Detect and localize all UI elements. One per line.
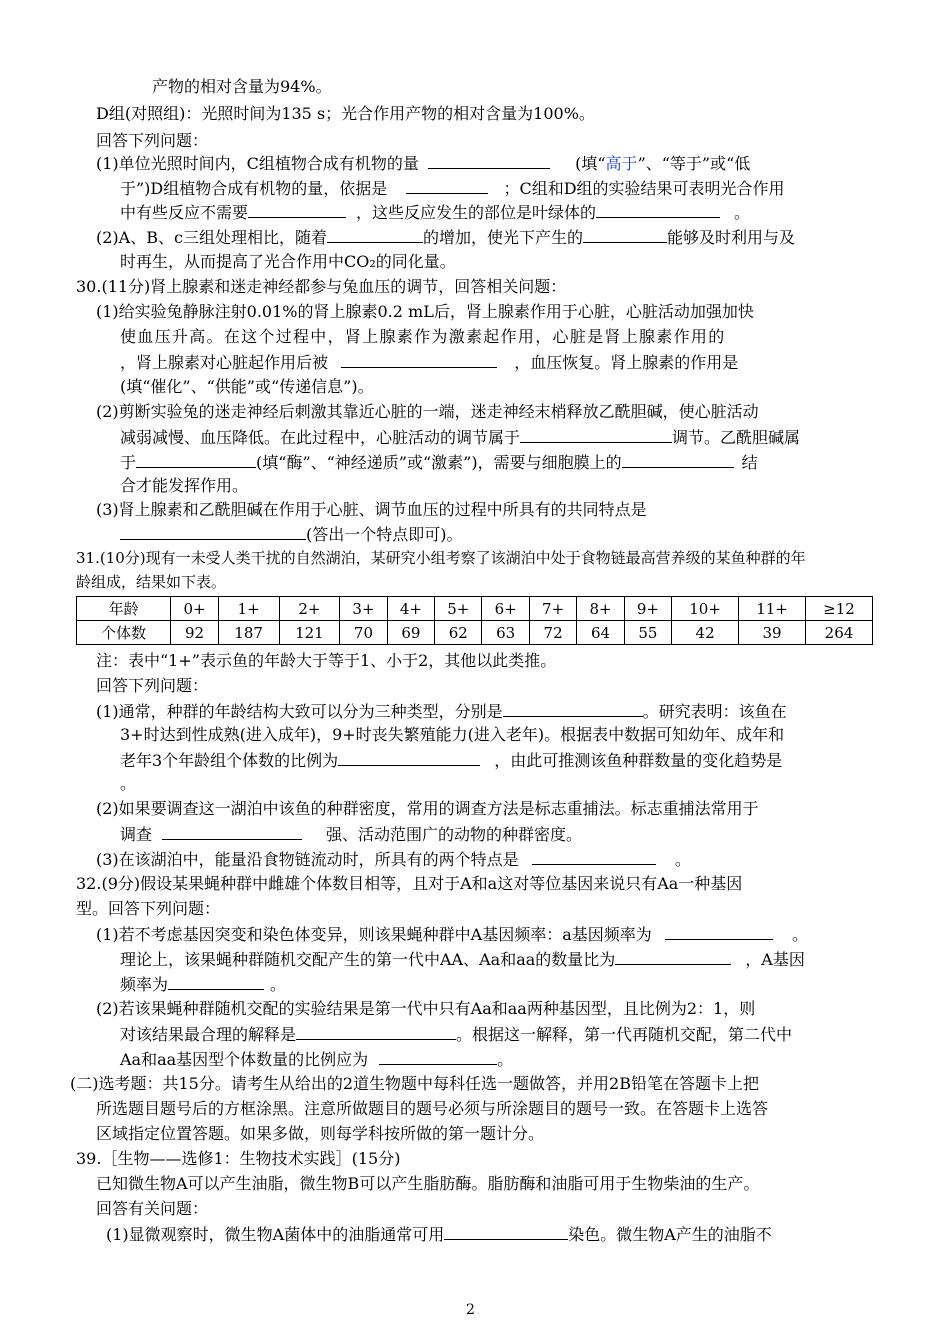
- table-cell: 9+: [624, 597, 671, 621]
- text-line: [120, 1048, 513, 1071]
- table-cell: 187: [218, 621, 279, 645]
- text-line: [120, 451, 758, 474]
- table-cell: 10+: [672, 597, 739, 621]
- text-segment: 。: [497, 1050, 514, 1069]
- answer-blank: [444, 1223, 568, 1240]
- text-line: 3+时达到性成熟(进入成年)，9+时丧失繁殖能力(进入老年)。根据表中数据可知幼年、成年和: [120, 725, 785, 744]
- text-segment: 强、活动范围广的动物的种群密度。: [326, 825, 583, 844]
- text-segment: 。: [270, 975, 287, 994]
- text-segment: ，血压恢复。肾上腺素的作用是: [514, 353, 739, 372]
- text-segment: ，A基因: [745, 950, 805, 969]
- text-segment: (答出一个特点即可)。: [306, 525, 463, 544]
- table-cell: 2+: [279, 597, 340, 621]
- table-row: [77, 621, 873, 645]
- table-cell: 72: [529, 621, 576, 645]
- table-cell: 55: [624, 621, 671, 645]
- question-29-1-line: [96, 152, 750, 175]
- answer-blank: [428, 152, 550, 169]
- text-segment: Aa和aa基因型个体数量的比例应为: [120, 1050, 369, 1069]
- text-line: (1)给实验兔静脉注射0.01%的肾上腺素0.2 mL后，肾上腺素作用于心脏，心脏活动加强加快: [96, 302, 754, 321]
- page-number: 2: [466, 1302, 475, 1318]
- answer-blank: [520, 426, 672, 443]
- question-39-title: 39.［生物——选修1：生物技术实践］(15分): [76, 1149, 401, 1168]
- text-segment: (1)若不考虑基因突变和染色体变异，则该果蝇种群中A基因频率：a基因频率为: [96, 925, 652, 944]
- text-segment: 于”)D组植物合成有机物的量，依据是: [120, 179, 388, 198]
- text-line: 所选题目题号后的方框涂黑。注意所做题目的题号必须与所涂题目的题号一致。在答题卡上选答: [96, 1099, 769, 1118]
- answer-blank: [583, 226, 667, 243]
- text-line: 型。回答下列问题：: [76, 899, 221, 918]
- table-cell: 42: [672, 621, 739, 645]
- text-segment: 。研究表明：该鱼在: [642, 702, 787, 721]
- answer-blank: [338, 749, 480, 766]
- answer-blank: [622, 451, 734, 468]
- text-line: 区域指定位置答题。如果多做，则每学科按所做的第一题计分。: [96, 1124, 545, 1143]
- text-line: (2)若该果蝇种群随机交配的实验结果是第一代中只有Aa和aa两种基因型，且比例为2：1，则: [96, 999, 756, 1018]
- answer-blank: [503, 700, 643, 717]
- question-30-title: 30.(11分)肾上腺素和迷走神经都参与兔血压的调节，回答相关问题：: [76, 277, 567, 296]
- table-cell: 63: [482, 621, 529, 645]
- text-segment: 理论上，该果蝇种群随机交配产生的第一代中AA、Aa和aa的数量比为: [120, 950, 616, 969]
- text-segment: 的增加，使光下产生的: [422, 228, 583, 247]
- table-cell: 3+: [340, 597, 387, 621]
- answer-blank: [162, 823, 302, 840]
- answer-blank: [665, 923, 773, 940]
- text-segment: ；C组和D组的实验结果可表明光合作用: [503, 179, 785, 198]
- text-segment: ，肾上腺素对心脏起作用后被: [120, 353, 329, 372]
- text-segment: 老年3个年龄组个体数的比例为: [120, 751, 339, 770]
- text-line: [120, 973, 286, 996]
- text-line: 回答下列问题：: [96, 131, 209, 150]
- text-segment: 。: [674, 850, 691, 869]
- text-line: 。: [120, 774, 137, 793]
- text-line: [120, 351, 738, 374]
- answer-blank: [120, 523, 306, 540]
- table-cell: 4+: [387, 597, 434, 621]
- text-line: D组(对照组)：光照时间为135 s；光合作用产物的相对含量为100%。: [96, 104, 595, 123]
- text-segment: 能够及时利用与及: [666, 228, 795, 247]
- table-cell: 年龄: [77, 597, 171, 621]
- text-segment: ”、“等于”或“低: [637, 154, 751, 173]
- text-segment: 中有些反应不需要: [120, 203, 249, 222]
- answer-blank: [168, 973, 264, 990]
- table-cell: 个体数: [77, 621, 171, 645]
- text-segment: 结: [741, 453, 758, 472]
- text-segment: 染色。微生物A产生的油脂不: [568, 1225, 772, 1244]
- section-heading: (二)选考题：共15分。请考生从给出的2道生物题中每科任选一题做答，并用2B铅笔在答题卡上把: [70, 1074, 759, 1093]
- table-cell: 8+: [577, 597, 624, 621]
- text-line: [96, 923, 808, 946]
- text-segment: 调查: [120, 825, 153, 844]
- answer-blank: [248, 201, 346, 218]
- table-cell: 64: [577, 621, 624, 645]
- text-segment: 减弱减慢、血压降低。在此过程中，心脏活动的调节属于: [120, 428, 521, 447]
- text-line: (3)肾上腺素和乙酰胆碱在作用于心脏、调节血压的过程中所具有的共同特点是: [96, 500, 647, 519]
- table-cell: 70: [340, 621, 387, 645]
- answer-blank: [296, 1023, 456, 1040]
- text-line: [120, 749, 782, 772]
- table-cell: 0+: [171, 597, 218, 621]
- age-structure-table: [76, 596, 873, 645]
- text-line: [120, 948, 805, 971]
- table-row: [77, 597, 873, 621]
- text-line: 产物的相对含量为94%。: [152, 77, 332, 96]
- text-line: 合才能发挥作用。: [120, 476, 249, 495]
- question-31-title: 31.(10分)现有一未受人类干扰的自然湖泊，某研究小组考察了该湖泊中处于食物链最高营养级的某鱼种群的年: [76, 549, 806, 567]
- table-cell: 92: [171, 621, 218, 645]
- text-segment: (3)在该湖泊中，能量沿食物链流动时，所具有的两个特点是: [96, 850, 519, 869]
- text-line: 已知微生物A可以产生油脂，微生物B可以产生脂肪酶。脂肪酶和油脂可用于生物柴油的生产。: [96, 1174, 760, 1193]
- text-line: [120, 426, 800, 449]
- text-segment: 。根据这一解释，第一代再随机交配，第二代中: [456, 1025, 793, 1044]
- text-line: 回答下列问题：: [96, 676, 209, 695]
- text-segment: (2)A、B、c三组处理相比，随着: [96, 228, 327, 247]
- text-segment: ，由此可推测该鱼种群数量的变化趋势是: [494, 751, 783, 770]
- answer-blank: [327, 226, 423, 243]
- text-segment: 。: [734, 203, 751, 222]
- text-segment: (填“: [575, 154, 606, 173]
- text-line: [96, 700, 787, 723]
- text-segment: 调节。乙酰胆碱属: [672, 428, 801, 447]
- text-segment: (1)单位光照时间内，C组植物合成有机物的量: [96, 154, 419, 173]
- text-segment: (1)显微观察时，微生物A菌体中的油脂通常可用: [106, 1225, 445, 1244]
- answer-blank: [406, 177, 488, 194]
- table-cell: 5+: [435, 597, 482, 621]
- text-line: (2)如果要调查这一湖泊中该鱼的种群密度，常用的调查方法是标志重捕法。标志重捕法常用于: [96, 799, 759, 818]
- highlighted-word: 高于: [605, 154, 638, 173]
- text-line: 使血压升高。在这个过程中，肾上腺素作为激素起作用，心脏是肾上腺素作用的: [120, 327, 726, 346]
- text-line: [120, 1023, 792, 1046]
- text-segment: (1)通常，种群的年龄结构大致可以分为三种类型，分别是: [96, 702, 503, 721]
- answer-blank: [136, 451, 256, 468]
- text-line: 时再生，从而提高了光合作用中CO₂的同化量。: [120, 252, 456, 271]
- answer-blank: [615, 948, 731, 965]
- text-segment: 对该结果最合理的解释是: [120, 1025, 297, 1044]
- text-line: [120, 201, 750, 224]
- text-line: (2)剪断实验兔的迷走神经后刺激其靠近心脏的一端，迷走神经末梢释放乙酰胆碱，使心脏活动: [96, 402, 759, 421]
- text-line: 回答有关问题：: [96, 1199, 209, 1218]
- table-cell: 6+: [482, 597, 529, 621]
- answer-blank: [532, 848, 656, 865]
- table-cell: 39: [739, 621, 806, 645]
- table-cell: 7+: [529, 597, 576, 621]
- table-cell: 11+: [739, 597, 806, 621]
- answer-blank: [379, 1048, 497, 1065]
- text-segment: 频率为: [120, 975, 169, 994]
- text-line: [96, 848, 691, 871]
- text-line: [120, 523, 463, 546]
- table-cell: 121: [279, 621, 340, 645]
- text-line: 龄组成，结果如下表。: [76, 573, 227, 591]
- text-line: (填“催化”、“供能”或“传递信息”)。: [120, 377, 374, 396]
- table-cell: 264: [805, 621, 872, 645]
- answer-blank: [596, 201, 720, 218]
- text-segment: 。: [791, 925, 808, 944]
- table-note: 注：表中“1+”表示鱼的年龄大于等于1、小于2，其他以此类推。: [96, 651, 557, 670]
- table-cell: 1+: [218, 597, 279, 621]
- answer-blank: [341, 351, 497, 368]
- text-segment: ，这些反应发生的部位是叶绿体的: [356, 203, 597, 222]
- text-segment: (填“酶”、“神经递质”或“激素”)，需要与细胞膜上的: [256, 453, 622, 472]
- table-cell: ≥12: [805, 597, 872, 621]
- question-29-2-line: [96, 226, 795, 249]
- text-line: [120, 823, 582, 846]
- table-cell: 69: [387, 621, 434, 645]
- text-line: [106, 1223, 772, 1246]
- text-segment: 于: [120, 453, 137, 472]
- text-line: [120, 177, 785, 200]
- table-cell: 62: [435, 621, 482, 645]
- question-32-title: 32.(9分)假设某果蝇种群中雌雄个体数目相等，且对于A和a这对等位基因来说只有Aa一种基因: [76, 874, 743, 893]
